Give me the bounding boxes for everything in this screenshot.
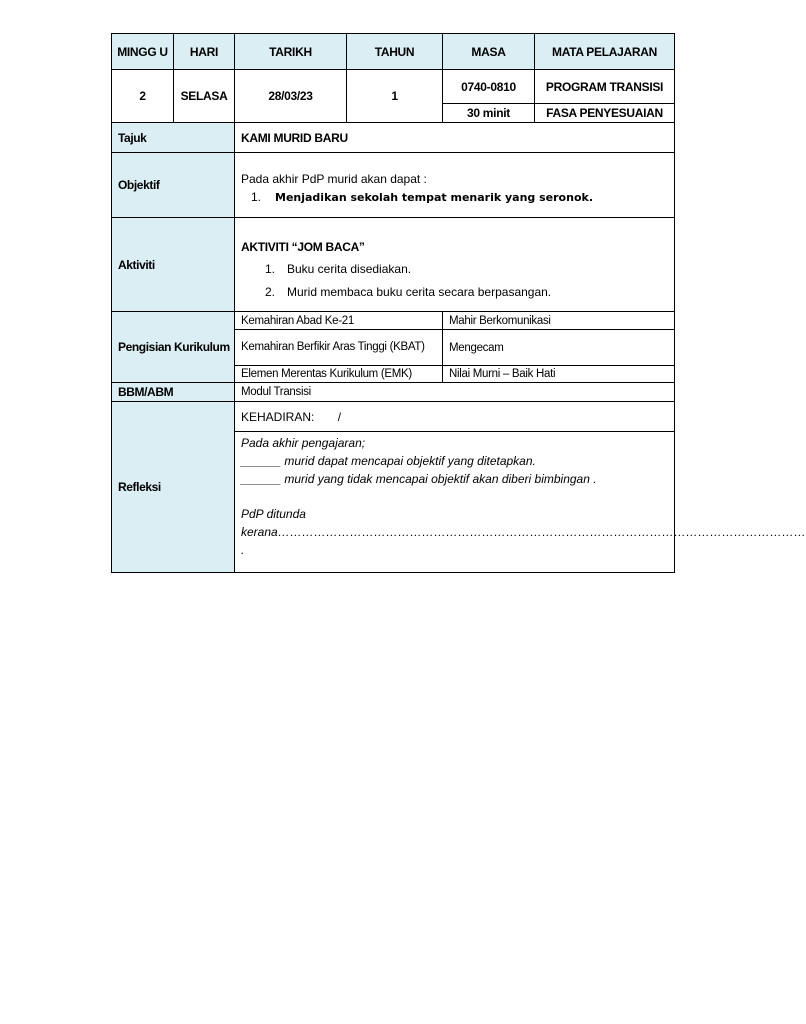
tarikh-value: 28/03/23 [235, 70, 347, 123]
pengisian-key: Elemen Merentas Kurikulum (EMK) [235, 366, 443, 383]
masa-header: MASA [443, 34, 535, 70]
header-row [112, 34, 675, 70]
info-row [112, 70, 675, 104]
objektif-item-text: Menjadikan sekolah tempat menarik yang seronok. [275, 191, 593, 204]
bbm-row [112, 383, 675, 402]
tahun-header: TAHUN [347, 34, 443, 70]
aktiviti-item [241, 285, 674, 299]
aktiviti-item [241, 262, 674, 276]
tajuk-value: KAMI MURID BARU [235, 123, 675, 153]
refleksi-content [235, 432, 806, 573]
aktiviti-item-number: 1. [265, 262, 276, 276]
refleksi-line: Pada akhir pengajaran; [241, 436, 366, 450]
bbm-label: BBM/ABM [112, 383, 235, 402]
header-table [111, 33, 675, 123]
fasa-value: FASA PENYESUAIAN [535, 104, 675, 123]
program-value: PROGRAM TRANSISI [535, 70, 675, 104]
pengisian-label: Pengisian Kurikulum [112, 312, 235, 383]
pengisian-value: Mengecam [443, 330, 675, 366]
pengisian-row [112, 312, 675, 330]
aktiviti-item-text: Murid membaca buku cerita secara berpasangan. [287, 285, 552, 299]
refleksi-line: kerana…………………………………………………………………………………………………………………… [241, 525, 806, 539]
objektif-intro: Pada akhir PdP murid akan dapat : [241, 172, 427, 186]
aktiviti-content [235, 218, 675, 312]
kehadiran-row [112, 402, 675, 432]
refleksi-label: Refleksi [112, 402, 235, 573]
body-table [111, 122, 806, 573]
tarikh-header: TARIKH [235, 34, 347, 70]
bbm-value: Modul Transisi [235, 383, 675, 402]
aktiviti-item-number: 2. [265, 285, 276, 299]
objektif-item-number: 1. [251, 190, 262, 204]
refleksi-line: ______ murid yang tidak mencapai objektif akan diberi bimbingan . [241, 472, 597, 486]
kehadiran-slash: / [337, 409, 342, 424]
lesson-plan-document [111, 33, 806, 573]
mata-pelajaran-header: MATA PELAJARAN [535, 34, 675, 70]
objektif-item [241, 190, 674, 204]
minggu-header: MINGG U [112, 34, 174, 70]
tahun-value: 1 [347, 70, 443, 123]
refleksi-line: PdP ditunda [241, 507, 306, 521]
aktiviti-item-text: Buku cerita disediakan. [287, 262, 412, 276]
tajuk-row [112, 123, 675, 153]
pengisian-value: Mahir Berkomunikasi [443, 312, 675, 330]
hari-header: HARI [174, 34, 235, 70]
refleksi-line: . [241, 543, 245, 557]
pengisian-key: Kemahiran Abad Ke-21 [235, 312, 443, 330]
objektif-content [235, 153, 675, 218]
refleksi-line: ______ murid dapat mencapai objektif yang ditetapkan. [241, 454, 536, 468]
aktiviti-title: AKTIVITI “JOM BACA” [241, 240, 365, 254]
hari-value: SELASA [174, 70, 235, 123]
kehadiran-label: KEHADIRAN: [241, 409, 315, 424]
pengisian-value: Nilai Murni – Baik Hati [443, 366, 675, 383]
pengisian-key: Kemahiran Berfikir Aras Tinggi (KBAT) [235, 330, 443, 366]
objektif-label: Objektif [112, 153, 235, 218]
objektif-row [112, 153, 675, 218]
tajuk-label: Tajuk [112, 123, 235, 153]
aktiviti-row [112, 218, 675, 312]
masa-value: 0740-0810 [443, 70, 535, 104]
aktiviti-label: Aktiviti [112, 218, 235, 312]
durasi-value: 30 minit [443, 104, 535, 123]
kehadiran-cell [235, 402, 675, 432]
minggu-value: 2 [112, 70, 174, 123]
